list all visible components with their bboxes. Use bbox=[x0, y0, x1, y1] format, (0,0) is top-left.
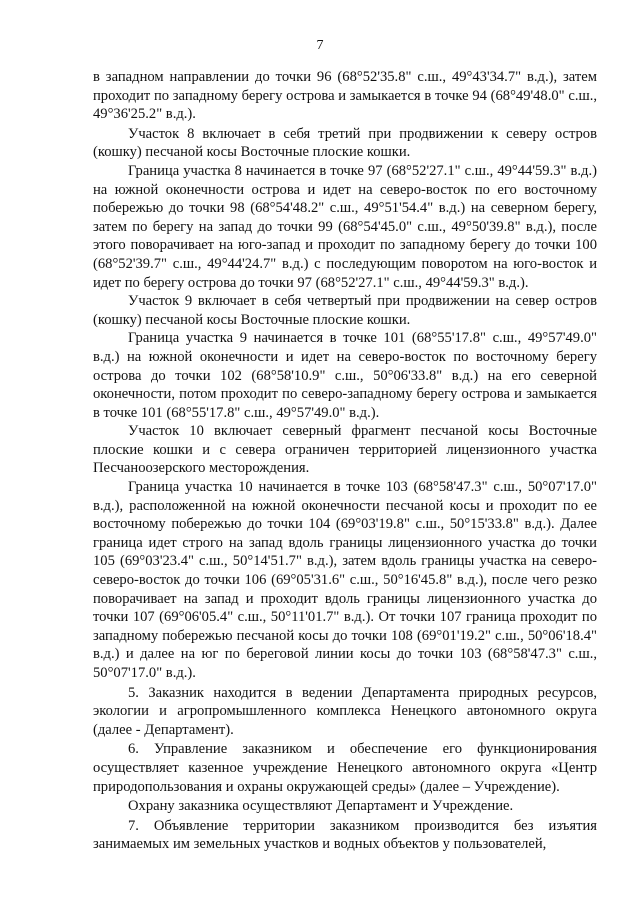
paragraph-site-8-boundary: Граница участка 8 начинается в точке 97 (68°52'27.1" с.ш., 49°44'59.3" в.д.) на южной оконечности острова и идет на северо-восток по его восточному побережью до точки 98 (68°54'48.2" с.ш., 49°51'54.4" в.д.) на северном берегу, затем по берегу на запад до точки 99 (68°54'45.0" с.ш., 49°50'39.8" в.д.), после этого поворачивает на юго-запад и проходит по западному берегу до точки 100 (68°52'39.7" с.ш., 49°44'24.7" в.д.) с последующим поворотом на юго-восток и идет по берегу острова до точки 97 (68°52'27.1" с.ш., 49°44'59.3" в.д.). bbox=[93, 162, 597, 291]
paragraph-site-8-description: Участок 8 включает в себя третий при продвижении к северу остров (кошку) песчаной косы Восточные плоские кошки. bbox=[93, 125, 597, 161]
paragraph-site-9-description: Участок 9 включает в себя четвертый при продвижении на север остров (кошку) песчаной косы Восточные плоские кошки. bbox=[93, 293, 597, 328]
paragraph-site-10-description: Участок 10 включает северный фрагмент песчаной косы Восточные плоские кошки и с севера ограничен территорией лицензионного участка Песчаноозерского месторождения. bbox=[93, 423, 597, 477]
page-number: 7 bbox=[316, 38, 324, 53]
paragraph-continuation: в западном направлении до точки 96 (68°52'35.8" с.ш., 49°43'34.7" в.д.), затем проходит по западному берегу острова и замыкается в точке 94 (68°49'48.0" с.ш., 49°36'25.2" в.д.). bbox=[93, 69, 597, 123]
paragraph-site-9-boundary: Граница участка 9 начинается в точке 101 (68°55'17.8" с.ш., 49°57'49.0" в.д.) на южной оконечности и идет на северо-восток по восточному берегу острова до точки 102 (68°58'10.9" с.ш., 50°06'33.8" в.д.) на его северной оконечности, потом проходит по северо-западному берегу острова и замыкается в точке 101 (68°55'17.8" с.ш., 49°57'49.0" в.д.). bbox=[93, 330, 597, 421]
paragraph-clause-5: 5. Заказник находится в ведении Департамента природных ресурсов, экологии и агропромышленного комплекса Ненецкого автономного округа (далее - Департамент). bbox=[93, 684, 597, 738]
paragraph-site-10-boundary: Граница участка 10 начинается в точке 103 (68°58'47.3" с.ш., 50°07'17.0" в.д.), расположенной на южной оконечности песчаной косы и проходит по ее восточному побережью до точки 104 (69°03'19.8" с.ш., 50°15'33.8" в.д.). Далее граница идет строго на запад вдоль границы лицензионного участка до точки 105 (69°03'23.4" с.ш., 50°14'51.7" в.д.), затем вдоль границы участка на северо-северо-восток до точки 106 (69°05'31.6" с.ш., 50°16'45.8" в.д.), после чего резко поворачивает на запад и проходит вдоль границы лицензионного участка до точки 107 (69°06'05.4" с.ш., 50°11'01.7" в.д.). От точки 107 граница проходит по западному побережью песчаной косы до точки 108 (69°01'19.2" с.ш., 50°06'18.4" в.д.) и далее на юг по береговой линии косы до точки 103 (68°58'47.3" с.ш., 50°07'17.0" в.д.). bbox=[93, 479, 597, 681]
paragraph-clause-7: 7. Объявление территории заказником производится без изъятия занимаемых им земельных участков и водных объектов у пользователей, bbox=[93, 817, 597, 853]
paragraph-protection: Охрану заказника осуществляют Департамент и Учреждение. bbox=[128, 798, 514, 815]
paragraph-clause-6: 6. Управление заказником и обеспечение его функционирования осуществляет казенное учреждение Ненецкого автономного округа «Центр природопользования и охраны окружающей среды» (далее – Учреждение). bbox=[93, 741, 597, 795]
document-body bbox=[93, 68, 597, 854]
